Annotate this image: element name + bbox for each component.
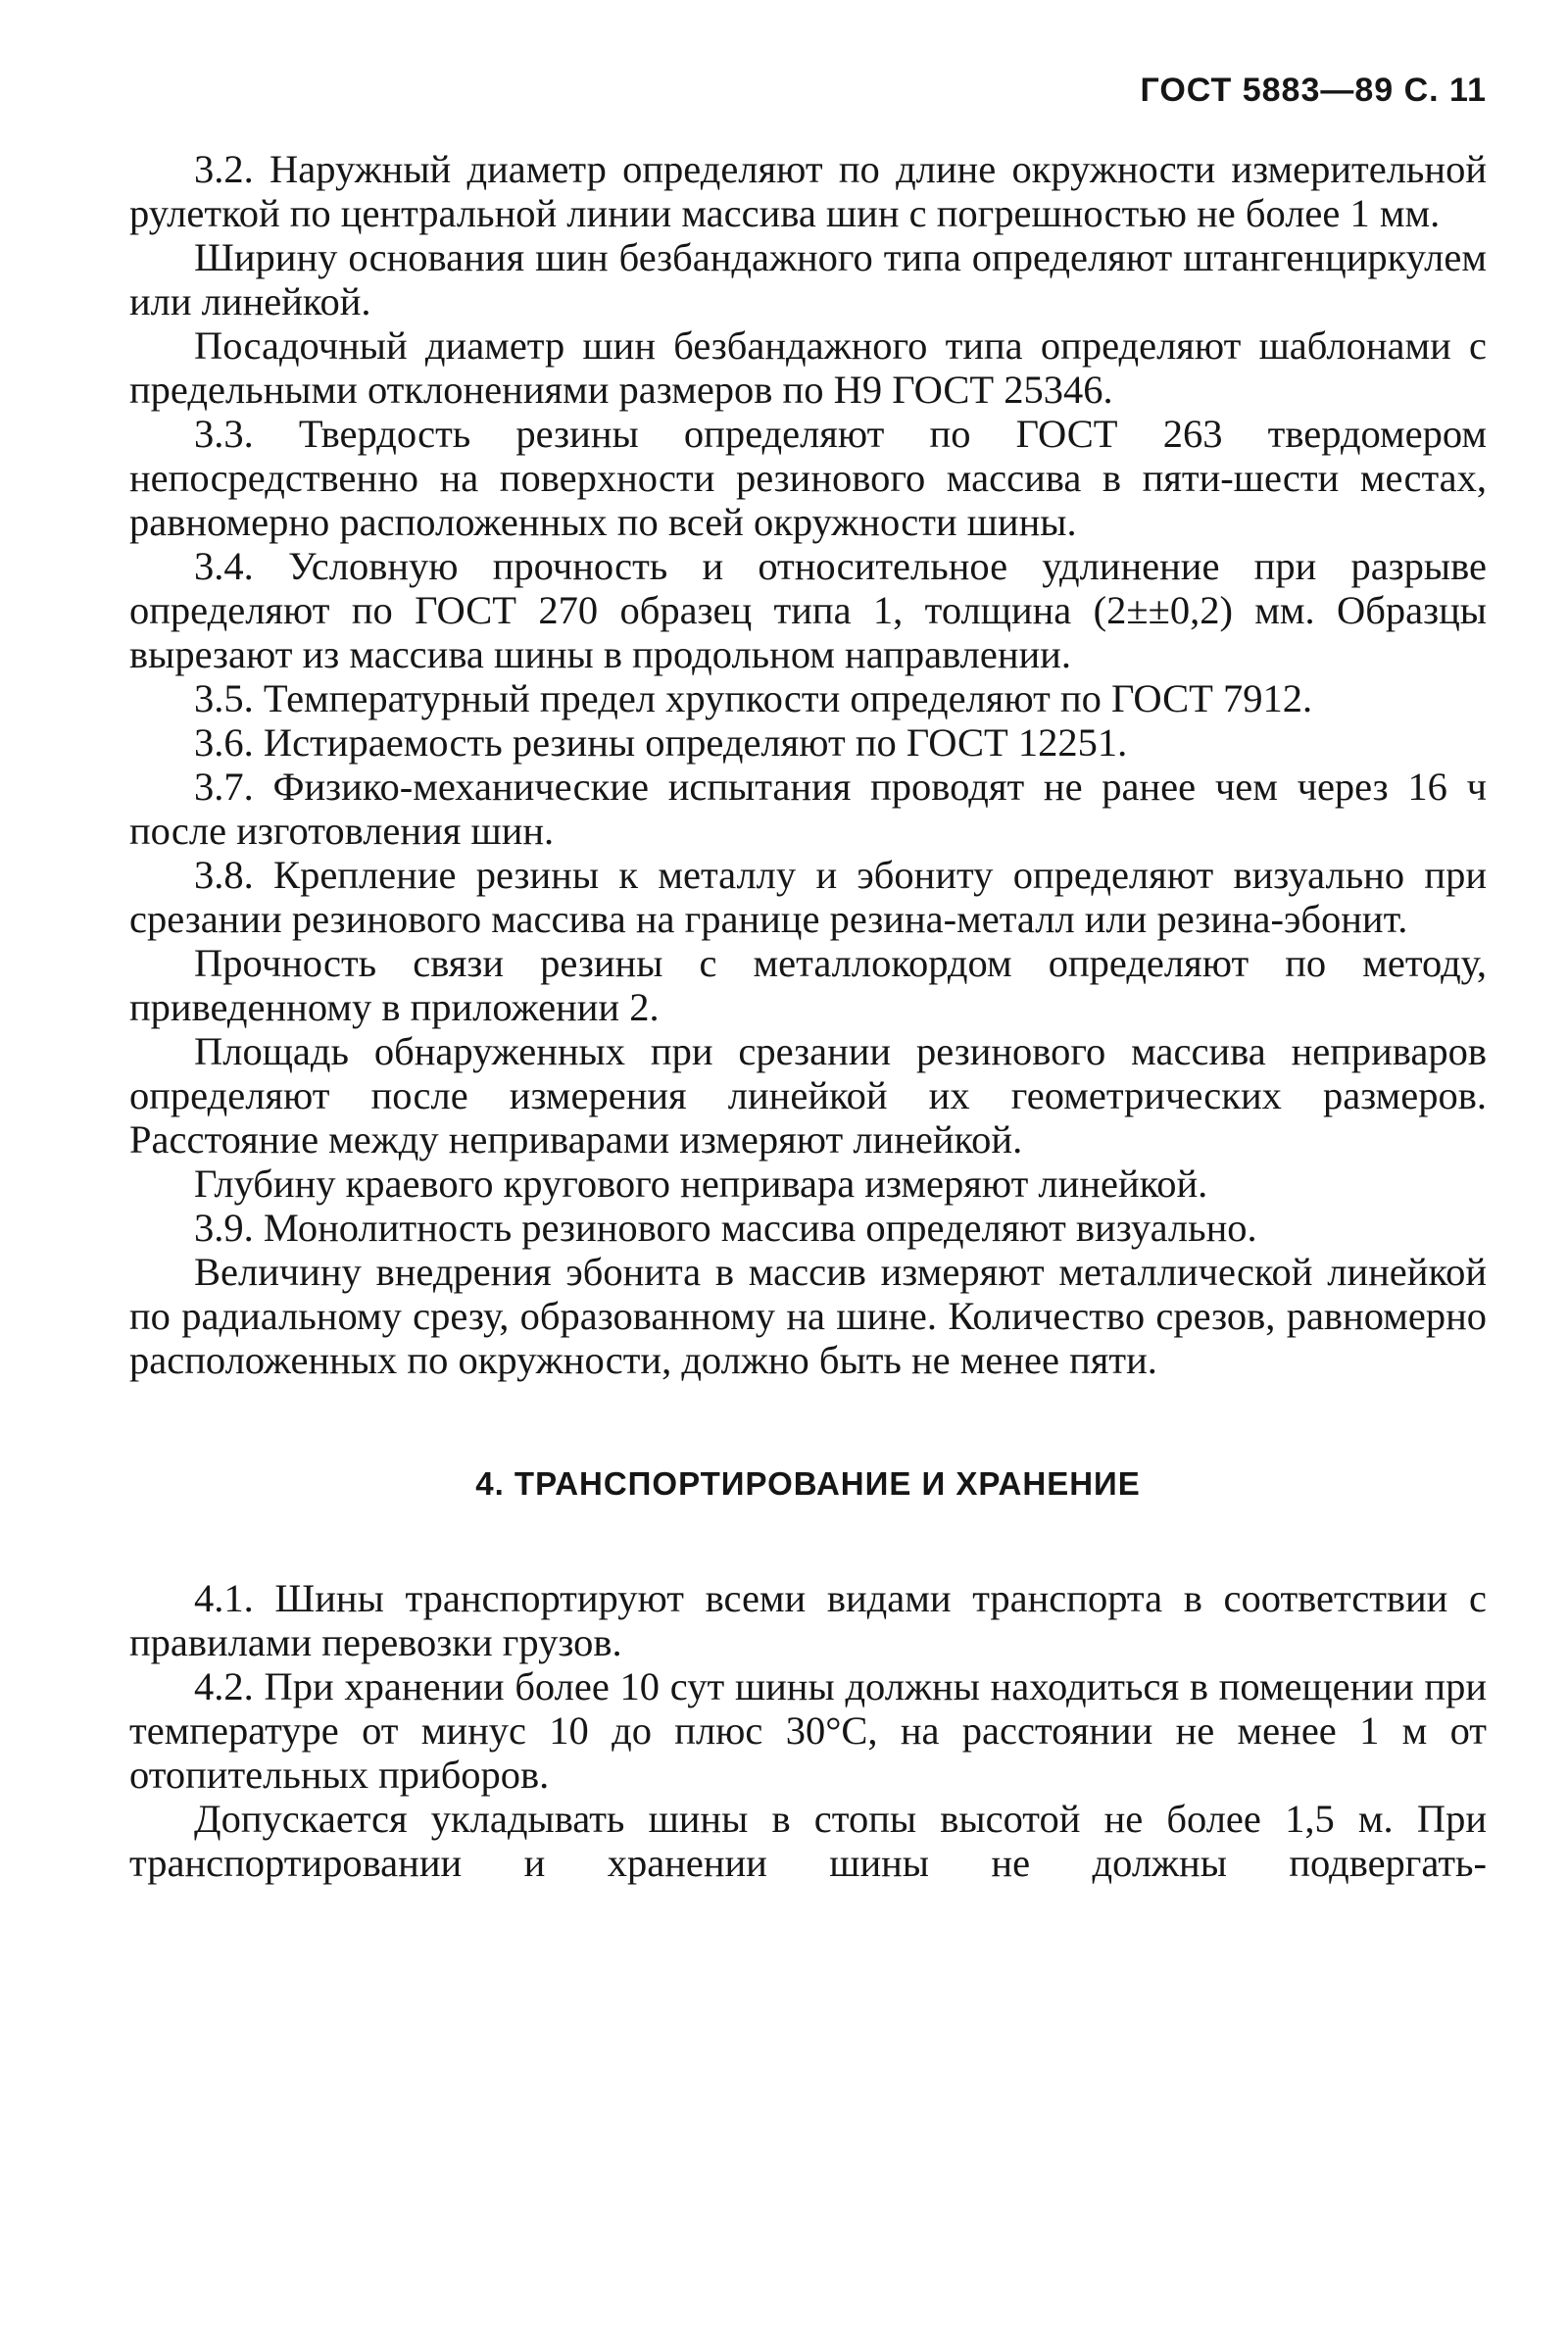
paragraph-3-8-bond-strength: Прочность связи резины с металлокордом определяют по методу, приведенному в приложении 2. (129, 941, 1487, 1029)
paragraph-4-2-stacking: Допускается укладывать шины в стопы высотой не более 1,5 м. При транспортировании и хранении шины не должны подвергать- (129, 1797, 1487, 1885)
document-page (129, 69, 1487, 1885)
section-4-heading: 4. ТРАНСПОРТИРОВАНИЕ И ХРАНЕНИЕ (475, 1465, 1141, 1502)
paragraph-3-2-base-width: Ширину основания шин безбандажного типа определяют штангенциркулем или линейкой. (129, 235, 1487, 323)
section-3-body (129, 147, 1487, 1382)
running-header: ГОСТ 5883—89 С. 11 (1140, 72, 1487, 109)
paragraph-4-1: 4.1. Шины транспортируют всеми видами транспорта в соответствии с правилами перевозки грузов. (129, 1576, 1487, 1664)
paragraph-3-9-ebonite-penetration: Величину внедрения эбонита в массив измеряют металлической линейкой по радиальному срезу, образованному на шине. Количество срезов, равномерно расположенных по окружности, должно быть не менее пяти. (129, 1250, 1487, 1382)
section-4-body (129, 1576, 1487, 1885)
paragraph-3-8-edge-depth: Глубину краевого кругового непривара измеряют линейкой. (194, 1162, 1208, 1206)
paragraph-4-2: 4.2. При хранении более 10 сут шины должны находиться в помещении при температуре от минус 10 до плюс 30°С, на расстоянии не менее 1 м от отопительных приборов. (129, 1664, 1487, 1797)
paragraph-3-2-seat-diameter: Посадочный диаметр шин безбандажного типа определяют шаблонами с предельными отклонениями размеров по Н9 ГОСТ 25346. (129, 323, 1487, 412)
paragraph-3-8: 3.8. Крепление резины к металлу и эбониту определяют визуально при срезании резинового массива на границе резина-металл или резина-эбонит. (129, 853, 1487, 941)
paragraph-3-9: 3.9. Монолитность резинового массива определяют визуально. (194, 1206, 1257, 1250)
paragraph-3-8-unwelded-area: Площадь обнаруженных при срезании резинового массива неприваров определяют после измерения линейкой их геометрических размеров. Расстояние между неприварами измеряют линейкой. (129, 1029, 1487, 1162)
paragraph-3-6: 3.6. Истираемость резины определяют по ГОСТ 12251. (194, 720, 1128, 765)
paragraph-3-4: 3.4. Условную прочность и относительное удлинение при разрыве определяют по ГОСТ 270 образец типа 1, толщина (2±±0,2) мм. Образцы вырезают из массива шины в продольном направлении. (129, 544, 1487, 676)
paragraph-3-7: 3.7. Физико-механические испытания проводят не ранее чем через 16 ч после изготовления шин. (129, 765, 1487, 853)
paragraph-3-5: 3.5. Температурный предел хрупкости определяют по ГОСТ 7912. (194, 676, 1313, 720)
paragraph-3-2: 3.2. Наружный диаметр определяют по длине окружности измерительной рулеткой по центральной линии массива шин с погрешностью не более 1 мм. (129, 147, 1487, 235)
paragraph-3-3: 3.3. Твердость резины определяют по ГОСТ 263 твердомером непосредственно на поверхности резинового массива в пяти-шести местах, равномерно расположенных по всей окружности шины. (129, 412, 1487, 544)
